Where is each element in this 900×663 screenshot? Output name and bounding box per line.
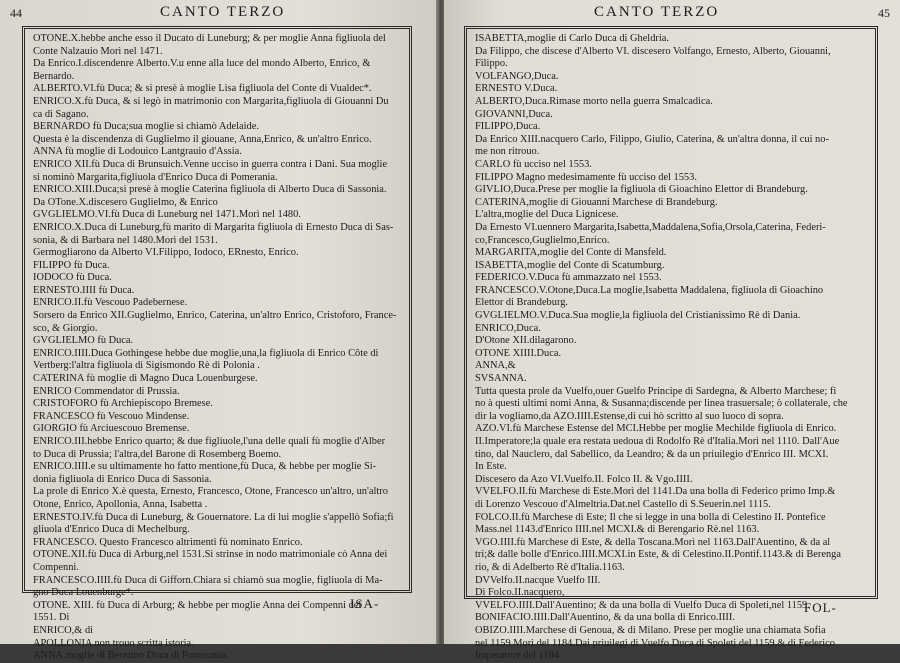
text-line: sco, & Giorgio. [33, 322, 98, 334]
text-line: Otone, Enrico, Apollonia, Anna, Isabetta . [33, 498, 208, 510]
text-line: ERNESTO V.Duca. [475, 83, 558, 95]
text-line: VVELFO.IIII.Dall'Auentino; & da una bolla di Vuelfo Duca di Spoleti,nel 1159. [475, 599, 810, 611]
text-line: no à questi ultimi nomi Anna, & Susanna;discende per linea trasuersale; ò collaterale, che [475, 398, 848, 410]
catchword: ISA- [350, 596, 380, 611]
text-line: FRANCESCO. Questo Francesco altrimenti fù nominato Enrico. [33, 536, 303, 548]
text-line: Questa è la discendenza di Guglielmo il giouane, Anna,Enrico, & un'altro Enrico. [33, 133, 372, 145]
page-number: 45 [878, 6, 890, 20]
text-line: D'Otone XII.dilagarono. [475, 335, 577, 347]
text-line: FEDERICO.V.Duca fù ammazzato nel 1553. [475, 272, 662, 284]
text-line: co,Francesco,Guglielmo,Enrico. [475, 234, 610, 246]
text-line: CATERINA fù moglie di Magno Duca Louenburgese. [33, 373, 258, 385]
text-line: Sorsero da Enrico XII.Guglielmo, Enrico, Caterina, un'altro Enrico, Cristoforo, France- [33, 310, 397, 322]
text-line: CATERINA,moglie di Giouanni Marchese di Brandeburg. [475, 196, 718, 208]
text-line: Da Enrico.I.discendenre Alberto.V.u enne alla luce del mondo Alberto, Enrico, & [33, 58, 371, 70]
text-line: gliuola d'Enrico Duca di Mechelburg. [33, 524, 190, 536]
text-line: di Lorenzo Vescouo d'Almeltria.Dat.nel Castello di S.Seuerin.nel 1115. [475, 498, 771, 510]
text-line: Mass.nel 1143.d'Enrico IIII.nel MCXI.& di Berengario Rè.nel 1163. [475, 524, 760, 536]
text-line: Tutta questa prole da Vuelfo,ouer Guelfo Principe di Sardegna, & Alberto Marchese; fi [475, 385, 837, 397]
text-line: ALBERTO.VI.fù Duca; & si presè à moglie Lisa figliuola del Conte di Vualdec*. [33, 83, 372, 95]
text-frame [464, 26, 878, 662]
text-line: Vertberg:l'altra figliuola di Sigismondo Rè di Polonia . [33, 360, 260, 372]
text-line: La prole di Enrico X.è questa, Ernesto, Francesco, Otone, Francesco un'altro, un'altro [33, 486, 388, 498]
text-line: BERNARDO fù Duca;sua moglie si chiamò Adelaide. [33, 121, 259, 133]
text-line: to Duca di Prussia; l'altra,del Barone di Rosemberg Boemo. [33, 448, 282, 460]
text-line: DVVelfo.II.nacque Vuelfo III. [475, 574, 601, 586]
text-line: ANNA,& [475, 360, 516, 372]
text-line: ENRICO.III.hebbe Enrico quarto; & due figliuole,l'una delle quali fù moglie d'Alber [33, 436, 386, 447]
text-line: FOLCO.II.fù Marchese di Este; Il che si legge in una bolla di Celestino II. Pontefice [475, 511, 826, 523]
text-line: L'altra,moglie del Duca Lignicese. [475, 209, 619, 221]
text-line: ANNA fù moglie di Lodouico Lantgrauio d'Assia. [33, 146, 242, 158]
text-line: FILIPPO Magno medesimamente fù ucciso del 1553. [475, 171, 697, 183]
text-line: GVGLIELMO.VI.fù Duca di Luneburg nel 1471.Morì nel 1480. [33, 209, 301, 221]
text-line: GIORGIO fù Arciuescouo Bremense. [33, 423, 190, 435]
text-line: tino, dal Nauclero, dal Sabellico, da Leandro; & da un priuilegio d'Enrico III. MCXI. [475, 448, 829, 460]
text-line: dir la vogliamo,da AZO.IIII.Estense,di cui hò scritto al suo luoco di sopra. [475, 410, 784, 422]
running-header: CANTO TERZO [594, 4, 720, 20]
text-line: FRANCESCO fù Vescouo Mindense. [33, 410, 190, 422]
text-line: si nominò Margarita,figliuola d'Enrico Duca di Pomerania. [33, 171, 278, 183]
text-line: II.Imperatore;la quale era restata uedoua di Rodolfo Rè d'Italia.Morì nel 1110. Dall'Aue [475, 436, 840, 447]
text-line: Da Filippo, che discese d'Alberto VI. discesero Volfango, Ernesto, Alberto, Giouanni, [475, 45, 831, 57]
text-line: AZO.VI.fù Marchese Estense del MCI.Hebbe per moglie Mechilde figliuola di Enrico. [475, 423, 837, 435]
text-line: ENRICO.X.Duca di Luneburg,fù marito di Margarita figliuola di Ernesto Duca di Sas- [33, 221, 394, 233]
text-line: ENRICO.X.fù Duca, & si legò in matrimonio con Margarita,figliuola di Giouanni Du [33, 95, 389, 107]
text-line: nel 1159.Morì del 1184.Dai priuilegi di Vuelfo Duca di Spoleti del 1159.& di Federico [475, 637, 835, 649]
text-line: ANNA,moglie di Bernimo Duca di Pomerania. [33, 650, 229, 662]
text-line: FILIPPO,Duca. [475, 121, 541, 133]
text-line: Filippo. [475, 58, 508, 70]
text-line: GVGLIELMO fù Duca. [33, 335, 134, 347]
text-line: Da Enrico XIII.nacquero Carlo, Filippo, Giulio, Caterina, & un'altra donna, il cui no- [475, 133, 829, 145]
text-line: tri;& dalle bolle d'Enrico.IIII.MCXI.in Este, & di Celestino.II.Pontif.1143.& di Berenga [475, 549, 841, 561]
text-line: Di Folco.II.nacquero, [475, 587, 565, 599]
text-line: CRISTOFORO fù Archiepiscopo Bremese. [33, 398, 213, 410]
text-line: ALBERTO,Duca.Rimase morto nella guerra Smalcadica. [475, 95, 713, 107]
text-line: OTONE XIIII.Duca. [475, 347, 562, 359]
text-line: ERNESTO.IIII fù Duca. [33, 284, 135, 296]
text-line: GVGLIELMO.V.Duca.Sua moglie,la figliuola del Cristianissimo Rè di Dania. [475, 310, 801, 322]
text-line: ENRICO XII.fù Duca di Brunsuich.Venne ucciso in guerra contra i Dani. Sua moglie [33, 158, 388, 170]
text-line: ENRICO.XIII.Duca;si presè à moglie Caterina figliuola di Alberto Duca di Sassonia. [33, 184, 387, 196]
text-line: 1551. Di [33, 612, 70, 624]
text-line: OTONE. XIII. fù Duca di Arburg; & hebbe per moglie Anna dei Compenni del [33, 599, 362, 611]
text-line: ERNESTO.IV.fù Duca di Luneburg, & Gouernatore. La di lui moglie s'appellò Sofia;fi [33, 511, 394, 523]
text-line: ENRICO.II.fù Vescouo Padebernese. [33, 297, 188, 309]
page-number: 44 [10, 6, 22, 20]
text-line: FILIPPO fù Duca. [33, 259, 110, 271]
text-line: ca di Sagano. [33, 108, 89, 120]
text-line: me non ritrouo. [475, 146, 540, 158]
text-line: rio, & di Adelberto Rè d'Italia.1163. [475, 561, 625, 573]
text-line: ISABETTA,moglie del Conte di Scatumburg. [475, 259, 665, 271]
text-line: GIOVANNI,Duca. [475, 108, 553, 120]
text-line: Conte Nalzauio Morì nel 1471. [33, 45, 163, 57]
right-page [444, 0, 900, 662]
text-line: OTONE.X.hebbe anche esso il Ducato di Luneburg; & per moglie Anna figliuola del [33, 33, 386, 44]
text-line: IODOCO fù Duca. [33, 272, 112, 284]
text-line: MARGARITA,moglie del Conte di Mansfeld. [475, 247, 667, 259]
catchword: FOL- [804, 600, 837, 615]
text-line: ENRICO Commendator di Prussia. [33, 385, 180, 397]
text-line: Imperatore del 1184. [475, 650, 562, 662]
text-line: Da OTone.X.discesero Guglielmo, & Enrico [33, 196, 218, 208]
text-line: ISABETTA,moglie di Carlo Duca di Gheldria. [475, 33, 669, 44]
text-line: ENRICO.IIII.Duca Gothingese hebbe due moglie,una,la figliuola di Enrico Côte di [33, 347, 379, 359]
text-line: In Este. [475, 461, 507, 473]
text-line: Da Ernesto VI.uennero Margarita,Isabetta,Maddalena,Sofia,Orsola,Caterina, Federi- [475, 221, 826, 233]
text-line: sonia, & di Barbara nel 1480.Morì del 1531. [33, 234, 218, 246]
text-line: Bernardo. [33, 70, 75, 82]
running-header: CANTO TERZO [160, 4, 286, 20]
text-line: ENRICO.IIII.e su ultimamente ho fatto mentione,fù Duca, & hebbe per moglie Si- [33, 461, 377, 473]
text-line: gno Duca Louenburge*. [33, 587, 134, 599]
text-line: ENRICO,Duca. [475, 322, 541, 334]
text-line: donia figliuola di Enrico Duca di Sassonia. [33, 473, 212, 485]
text-line: ENRICO,& di [33, 624, 94, 636]
text-line: GIVLIO,Duca.Prese per moglie la figliuola di Gioachino Elettor di Brandeburg. [475, 184, 808, 196]
text-line: APOLLONIA non trouo scritta istoria. [33, 637, 194, 649]
text-frame [22, 26, 412, 662]
left-page [0, 0, 438, 662]
text-line: BONIFACIO.IIII.Dall'Auentino, & da una bolla di Enrico.IIII. [475, 612, 735, 624]
text-line: Discesero da Azo VI.Vuelfo.II. Folco II. & Vgo.IIII. [475, 473, 693, 485]
text-line: FRANCESCO.IIII.fù Duca di Gifforn.Chiara si chiamò sua moglie, figliuola di Ma- [33, 574, 383, 586]
text-line: Germogliarono da Alberto VI.Filippo, Iodoco, ERnesto, Enrico. [33, 247, 299, 259]
text-line: Compenni. [33, 561, 79, 573]
text-line: OTONE.XII.fù Duca di Arburg,nel 1531.Si strinse in nodo matrimoniale cò Anna dei [33, 549, 388, 561]
text-line: VGO.IIII.fù Marchese di Este, & della Toscana.Morì nel 1163.Dall'Auentino, & da al [475, 536, 831, 548]
text-line: VOLFANGO,Duca. [475, 70, 559, 82]
text-line: OBIZO.IIII.Marchese di Genoua, & di Milano. Prese per moglie una chiamata Sofia [475, 624, 826, 636]
text-line: VVELFO.II.fù Marchese di Este.Morì del 1141.Da una bolla di Federico primo Imp.& [475, 486, 836, 498]
text-line: FRANCESCO.V.Otone,Duca.La moglie,Isabetta Maddalena, figliuola di Gioachino [475, 284, 824, 296]
text-line: CARLO fù ucciso nel 1553. [475, 158, 592, 170]
text-line: Elettor di Brandeburg. [475, 297, 569, 309]
text-line: SVSANNA. [475, 373, 527, 385]
